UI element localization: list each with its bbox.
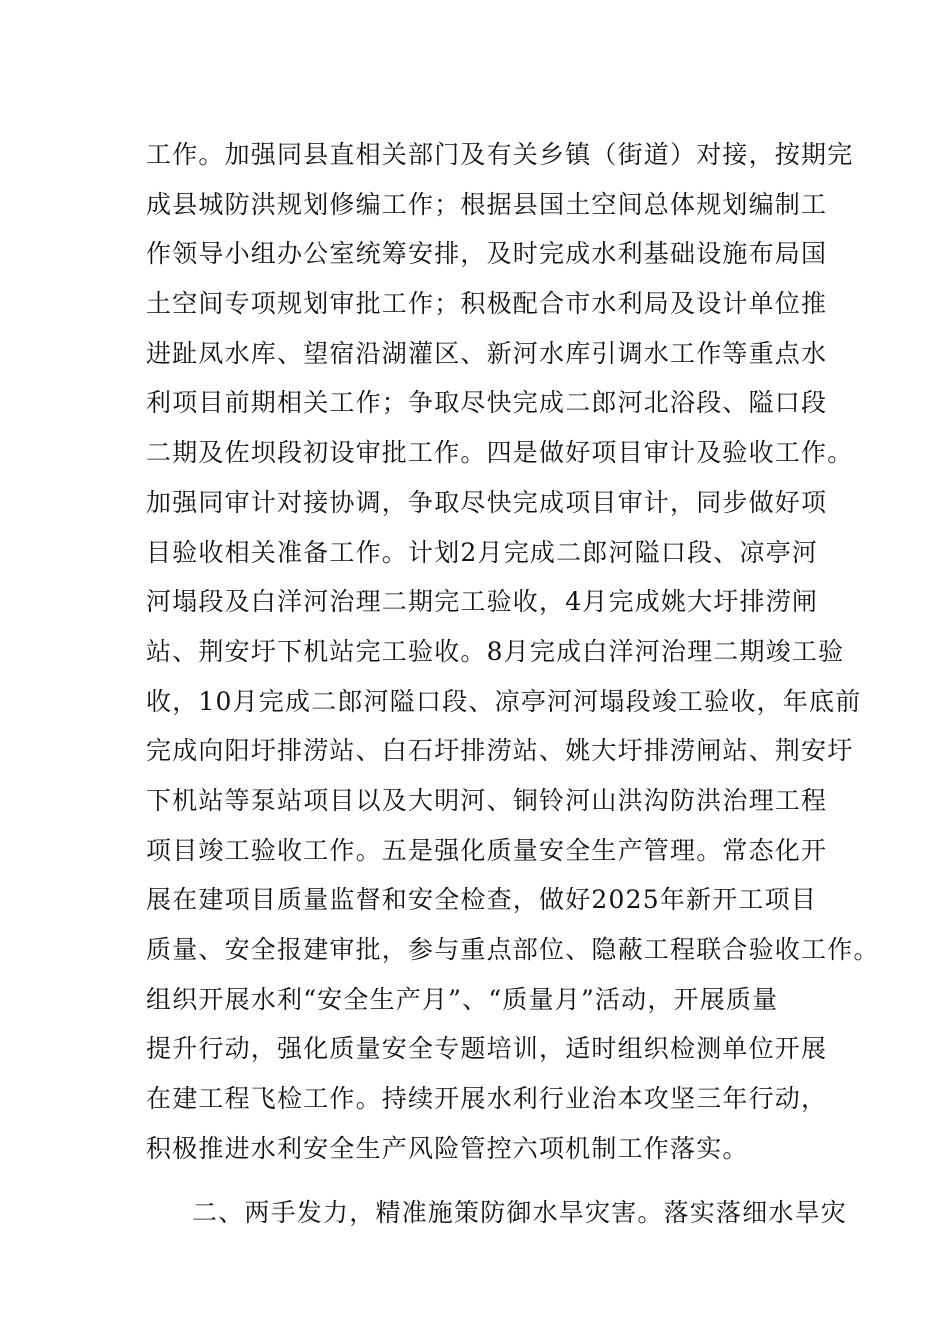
text-line-14: 下机站等泵站项目以及大明河、铜铃河山洪沟防洪治理工程 [146, 785, 828, 815]
text-line-13: 完成向阳圩排涝站、白石圩排涝站、姚大圩排涝闸站、荆安圩 [146, 736, 854, 766]
text-line-8: 加强同审计对接协调，争取尽快完成项目审计，同步做好项 [146, 487, 828, 517]
text-line-5: 进趾凤水库、望宿沿湖灌区、新河水库引调水工作等重点水 [146, 338, 828, 368]
text-line-12: 收，10月完成二郎河隘口段、凉亭河河塌段竣工验收，年底前 [146, 686, 862, 716]
text-line-19: 提升行动，强化质量安全专题培训，适时组织检测单位开展 [146, 1034, 828, 1064]
text-line-17: 质量、安全报建审批，参与重点部位、隐蔽工程联合验收工作。 [146, 935, 880, 964]
text-line-20: 在建工程飞检工作。持续开展水利行业治本攻坚三年行动， [146, 1084, 828, 1114]
body-text [146, 130, 880, 1238]
text-line-1: 工作。加强同县直相关部门及有关乡镇（街道）对接，按期完 [146, 140, 854, 169]
text-line-11: 站、荆安圩下机站完工验收。8月完成白洋河治理二期竣工验 [146, 636, 845, 666]
text-line-7: 二期及佐坝段初设审批工作。四是做好项目审计及验收工作。 [146, 438, 854, 468]
text-line-3: 作领导小组办公室统筹安排，及时完成水利基础设施布局国 [146, 239, 828, 269]
text-line-2: 成县城防洪规划修编工作；根据县国土空间总体规划编制工 [146, 189, 828, 219]
text-line-9: 目验收相关准备工作。计划2月完成二郎河隘口段、凉亭河 [146, 537, 819, 567]
paragraph-gap [146, 1173, 836, 1188]
text-line-6: 利项目前期相关工作；争取尽快完成二郎河北浴段、隘口段 [146, 388, 828, 418]
text-line-18: 组织开展水利“安全生产月”、“质量月”活动，开展质量 [146, 984, 779, 1014]
text-line-10: 河塌段及白洋河治理二期完工验收，4月完成姚大圩排涝闸 [146, 587, 819, 617]
text-line-21: 积极推进水利安全生产风险管控六项机制工作落实。 [146, 1133, 749, 1163]
text-line-4: 土空间专项规划审批工作；积极配合市水利局及设计单位推 [146, 289, 828, 319]
text-line-16: 展在建项目质量监督和安全检查，做好2025年新开工项目 [146, 885, 818, 915]
text-line-15: 项目竣工验收工作。五是强化质量安全生产管理。常态化开 [146, 835, 828, 865]
next-paragraph-line: 二、两手发力，精准施策防御水旱灾害。落实落细水旱灾 [192, 1198, 848, 1228]
